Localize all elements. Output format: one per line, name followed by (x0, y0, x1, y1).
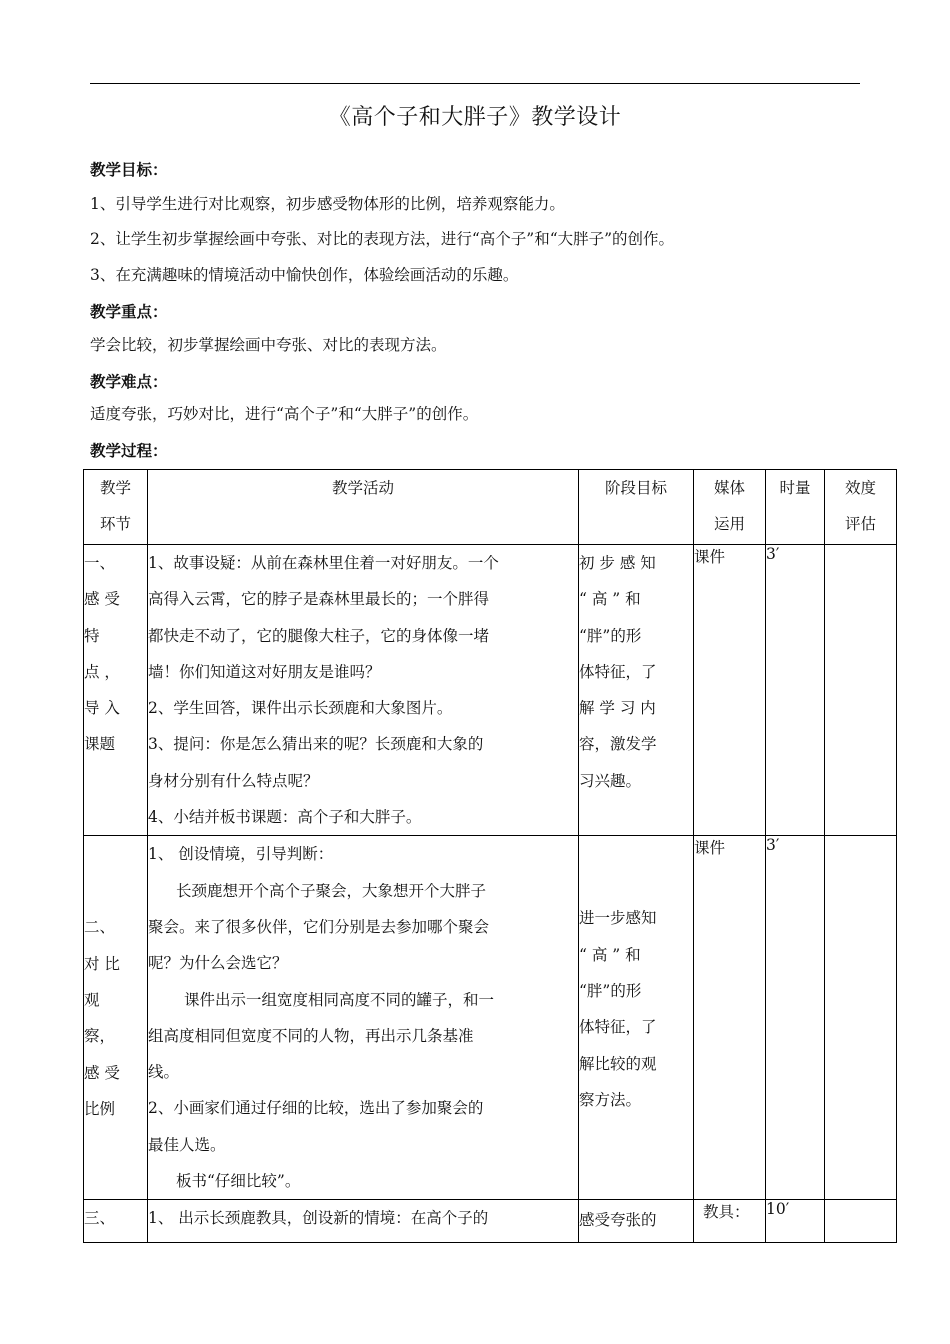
effect-cell (825, 836, 897, 1200)
activity-line: 2、小画家们通过仔细的比较，选出了参加聚会的 (148, 1099, 484, 1118)
time-cell: 3′ (766, 545, 825, 836)
media-cell: 课件 (694, 545, 766, 836)
goal-line: 解 学 习 内 (579, 699, 656, 718)
time-cell: 3′ (766, 836, 825, 1200)
stage-line: 点 ， (84, 662, 120, 681)
objective-item-2: 2、让学生初步掌握绘画中夸张、对比的表现方法，进行“高个子”和“大胖子”的创作。 (90, 230, 675, 248)
stage-line: 导 入 (84, 699, 120, 718)
stage-line: 课题 (84, 735, 116, 754)
goal-line: “胖”的形 (579, 981, 642, 1000)
activity-line: 1、 出示长颈鹿教具，创设新的情境：在高个子的 (148, 1209, 489, 1228)
objective-item-1: 1、引导学生进行对比观察，初步感受物体形的比例，培养观察能力。 (90, 195, 565, 213)
stage-line: 比例 (84, 1099, 116, 1118)
header-activity: 教学活动 (148, 470, 579, 545)
activity-line: 身材分别有什么特点呢？ (148, 771, 319, 790)
activity-line: 1、故事设疑：从前在森林里住着一对好朋友。一个 (148, 554, 499, 572)
activity-line: 1、 创设情境，引导判断： (148, 845, 334, 864)
effect-cell (825, 1200, 897, 1243)
stage-cell (84, 1200, 148, 1243)
activity-line: 最佳人选。 (148, 1135, 226, 1154)
activity-line: 高得入云霄，它的脖子是森林里最长的；一个胖得 (148, 590, 490, 609)
table-row (84, 545, 897, 836)
stage-line: 二、 (84, 918, 116, 937)
header-goal: 阶段目标 (579, 470, 694, 545)
header-stage-line: 教学 (99, 479, 131, 497)
goal-line: “胖”的形 (579, 626, 642, 645)
key-points-text: 学会比较，初步掌握绘画中夸张、对比的表现方法。 (90, 336, 447, 354)
activity-line: 墙！你们知道这对好朋友是谁吗？ (148, 662, 381, 681)
goal-line: 初 步 感 知 (579, 554, 656, 572)
stage-line: 特 (84, 626, 100, 645)
activity-line: 聚会。来了很多伙伴，它们分别是去参加哪个聚会 (148, 917, 490, 936)
activity-line: 2、学生回答，课件出示长颈鹿和大象图片。 (148, 699, 453, 718)
activity-cell (148, 1200, 579, 1243)
lesson-process-table (83, 469, 897, 1243)
goal-line: 体特征，了 (579, 1018, 657, 1037)
activity-line: 4、小结并板书课题：高个子和大胖子。 (148, 808, 422, 827)
activity-line: 课件出示一组宽度相同高度不同的罐子，和一 (184, 990, 495, 1009)
table-header-row (84, 470, 897, 545)
table-row (84, 836, 897, 1200)
goal-cell (579, 836, 694, 1200)
activity-line: 线。 (148, 1063, 180, 1082)
stage-line: 感 受 (84, 1063, 120, 1082)
goal-line: 进一步感知 (579, 909, 657, 928)
goal-line: “ 高 ” 和 (579, 945, 641, 964)
header-media (694, 470, 766, 545)
header-effect-line: 效度 (844, 479, 876, 497)
goal-line: 感受夸张的 (579, 1211, 657, 1230)
stage-cell (84, 545, 148, 836)
objectives-heading: 教学目标： (90, 161, 168, 179)
activity-line: 3、提问：你是怎么猜出来的呢？长颈鹿和大象的 (148, 735, 484, 754)
key-points-heading: 教学重点： (90, 303, 168, 321)
goal-cell (579, 545, 694, 836)
objective-item-3: 3、在充满趣味的情境活动中愉快创作，体验绘画活动的乐趣。 (90, 266, 519, 284)
header-stage-line: 环节 (99, 515, 131, 533)
activity-cell (148, 545, 579, 836)
difficulties-text: 适度夸张，巧妙对比，进行“高个子”和“大胖子”的创作。 (90, 405, 479, 423)
stage-line: 对 比 (84, 954, 120, 973)
header-media-line: 媒体 (713, 479, 745, 497)
media-cell: 教具： (694, 1200, 766, 1243)
header-time: 时量 (766, 470, 825, 545)
goal-line: “ 高 ” 和 (579, 590, 641, 609)
difficulties-heading: 教学难点： (90, 373, 168, 391)
header-stage (84, 470, 148, 545)
effect-cell (825, 545, 897, 836)
stage-cell (84, 836, 148, 1200)
goal-line: 解比较的观 (579, 1054, 657, 1073)
goal-line: 体特征，了 (579, 662, 657, 681)
activity-line: 组高度相同但宽度不同的人物，再出示几条基准 (148, 1026, 474, 1045)
stage-line: 察， (84, 1027, 116, 1046)
goal-line: 容，激发学 (579, 735, 657, 754)
stage-line: 三、 (84, 1209, 116, 1228)
stage-line: 感 受 (84, 590, 120, 609)
table-row (84, 1200, 897, 1243)
time-cell: 10′ (766, 1200, 825, 1243)
stage-line: 观 (84, 990, 100, 1009)
media-cell: 课件 (694, 836, 766, 1200)
activity-line: 长颈鹿想开个高个子聚会，大象想开个大胖子 (176, 881, 487, 900)
header-effect (825, 470, 897, 545)
header-rule (90, 83, 860, 84)
activity-line: 板书“仔细比较”。 (176, 1172, 301, 1191)
goal-cell (579, 1200, 694, 1243)
stage-line: 一、 (84, 554, 116, 572)
header-media-line: 运用 (713, 515, 745, 533)
activity-line: 都快走不动了，它的腿像大柱子，它的身体像一堵 (148, 626, 490, 645)
goal-line: 察方法。 (579, 1090, 642, 1109)
activity-line: 呢？为什么会选它？ (148, 954, 288, 973)
process-heading: 教学过程： (90, 442, 168, 460)
header-effect-line: 评估 (844, 515, 876, 533)
activity-cell (148, 836, 579, 1200)
document-title: 《高个子和大胖子》教学设计 (328, 105, 622, 130)
goal-line: 习兴趣。 (579, 771, 642, 790)
